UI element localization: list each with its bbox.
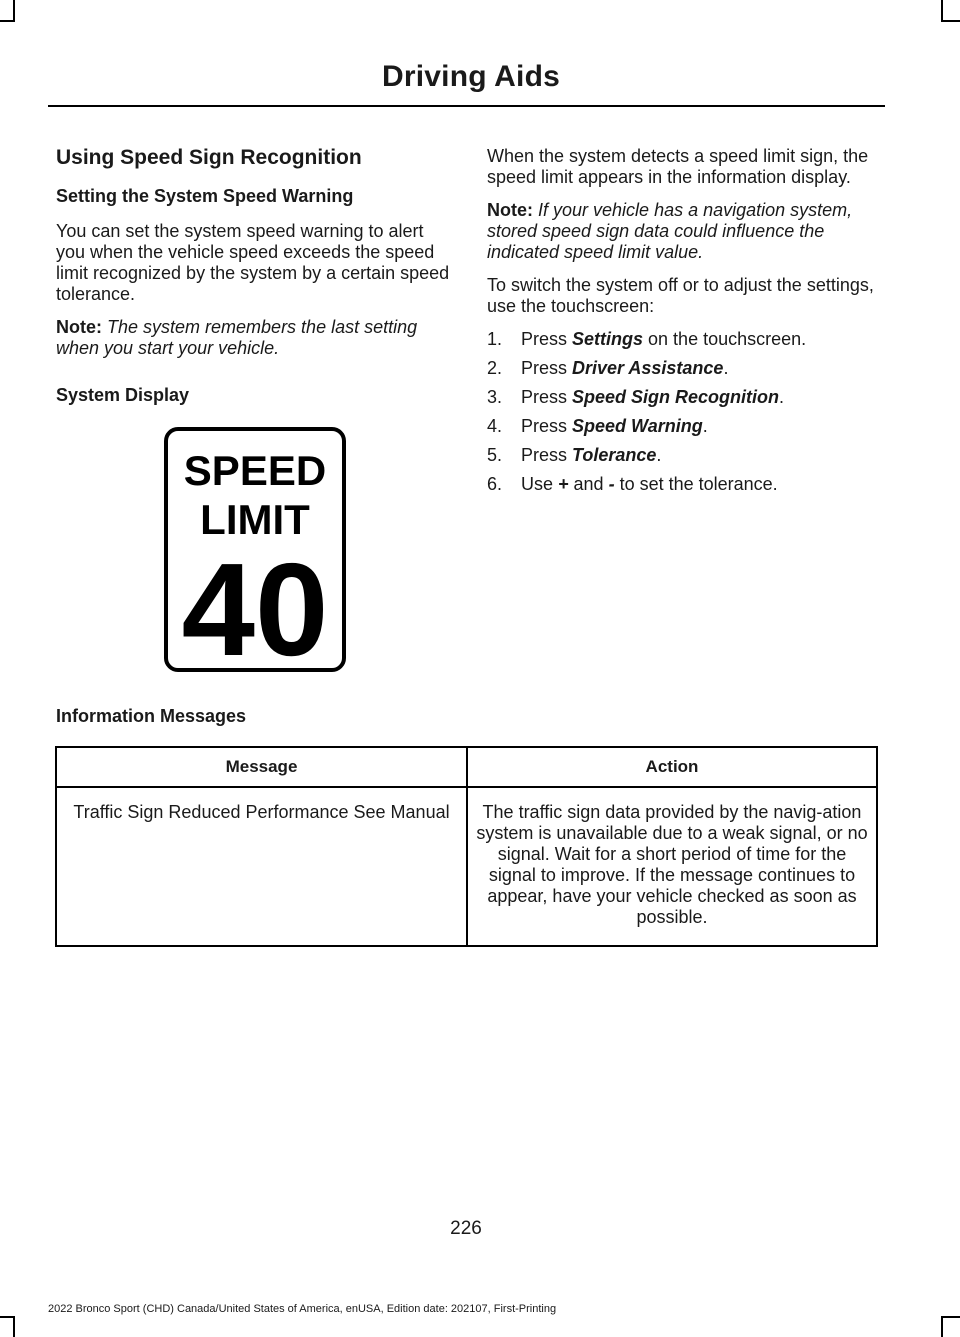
step-keyword: Speed Sign Recognition [572, 387, 780, 407]
step-number: 5. [487, 445, 503, 465]
step-text: Use [521, 474, 559, 494]
list-item [487, 445, 882, 466]
list-item [487, 387, 882, 408]
body-paragraph: When the system detects a speed limit sign, the speed limit appears in the information display. [487, 146, 869, 187]
information-messages-heading: Information Messages [56, 706, 247, 726]
speed-limit-sign-illustration [164, 427, 346, 672]
step-text: and [568, 474, 609, 494]
subsection-heading: Setting the System Speed Warning [56, 186, 354, 206]
crop-mark [941, 1316, 960, 1318]
step-number: 4. [487, 416, 503, 436]
step-text: . [702, 416, 708, 436]
step-number: 3. [487, 387, 503, 407]
step-text: Press [521, 329, 573, 349]
message-cell: Traffic Sign Reduced Performance See Manual [56, 787, 467, 946]
step-text: Press [521, 358, 573, 378]
column-header-message: Message [56, 747, 467, 787]
note [487, 200, 882, 263]
crop-mark [13, 1316, 15, 1337]
step-number: 1. [487, 329, 503, 349]
step-keyword: - [608, 474, 615, 494]
left-column [56, 146, 451, 420]
right-column [487, 146, 882, 503]
step-text: Press [521, 387, 573, 407]
header-divider [48, 105, 885, 107]
table-header-row [56, 747, 877, 787]
column-header-action: Action [467, 747, 877, 787]
step-keyword: Speed Warning [572, 416, 703, 436]
list-item [487, 416, 882, 437]
step-text: to set the tolerance. [614, 474, 778, 494]
step-keyword: Tolerance [572, 445, 657, 465]
note-text: If your vehicle has a navigation system, stored speed sign data could influence the indicated speed limit value. [487, 200, 853, 262]
body-paragraph: To switch the system off or to adjust the settings, use the touchscreen: [487, 275, 874, 316]
step-text: . [656, 445, 662, 465]
section-heading: Using Speed Sign Recognition [56, 146, 362, 169]
crop-mark [941, 0, 943, 22]
step-text: . [779, 387, 785, 407]
step-text: . [723, 358, 729, 378]
crop-mark [941, 20, 960, 22]
crop-mark [0, 20, 15, 22]
step-number: 6. [487, 474, 503, 494]
step-keyword: + [558, 474, 569, 494]
crop-mark [941, 1316, 943, 1337]
step-text: Press [521, 445, 573, 465]
subsection-heading-display: System Display [56, 385, 190, 405]
step-keyword: Driver Assistance [572, 358, 724, 378]
list-item [487, 474, 882, 495]
step-text: Press [521, 416, 573, 436]
step-text: on the touchscreen. [643, 329, 807, 349]
note-text: The system remembers the last setting when you start your vehicle. [56, 317, 418, 358]
footer-edition-info: 2022 Bronco Sport (CHD) Canada/United States of America, enUSA, Edition date: 202107, First-Printing [48, 1303, 557, 1315]
note-label: Note: [56, 317, 102, 337]
sign-line-speed: SPEED [183, 447, 327, 494]
crop-mark [0, 1316, 15, 1318]
action-cell: The traffic sign data provided by the navig-ation system is unavailable due to a weak signal, or no signal. Wait for a short period of time for the signal to improve. If the message continues to appear, have your vehicle checked as soon as possible. [467, 787, 877, 946]
sign-number: 40 [181, 536, 329, 672]
note [56, 317, 451, 359]
page-title: Driving Aids [382, 60, 560, 93]
sign-line-limit: LIMIT [200, 496, 310, 543]
crop-mark [13, 0, 15, 22]
list-item [487, 358, 882, 379]
messages-table [55, 746, 878, 947]
body-paragraph: You can set the system speed warning to alert you when the vehicle speed exceeds the speed limit recognized by the system by a certain speed tolerance. [56, 221, 450, 304]
speed-limit-sign-icon [164, 427, 346, 672]
note-label: Note: [487, 200, 533, 220]
table-row [56, 787, 877, 946]
step-number: 2. [487, 358, 503, 378]
page-number: 226 [450, 1218, 482, 1239]
steps-list [487, 329, 882, 495]
list-item [487, 329, 882, 350]
step-keyword: Settings [572, 329, 644, 349]
